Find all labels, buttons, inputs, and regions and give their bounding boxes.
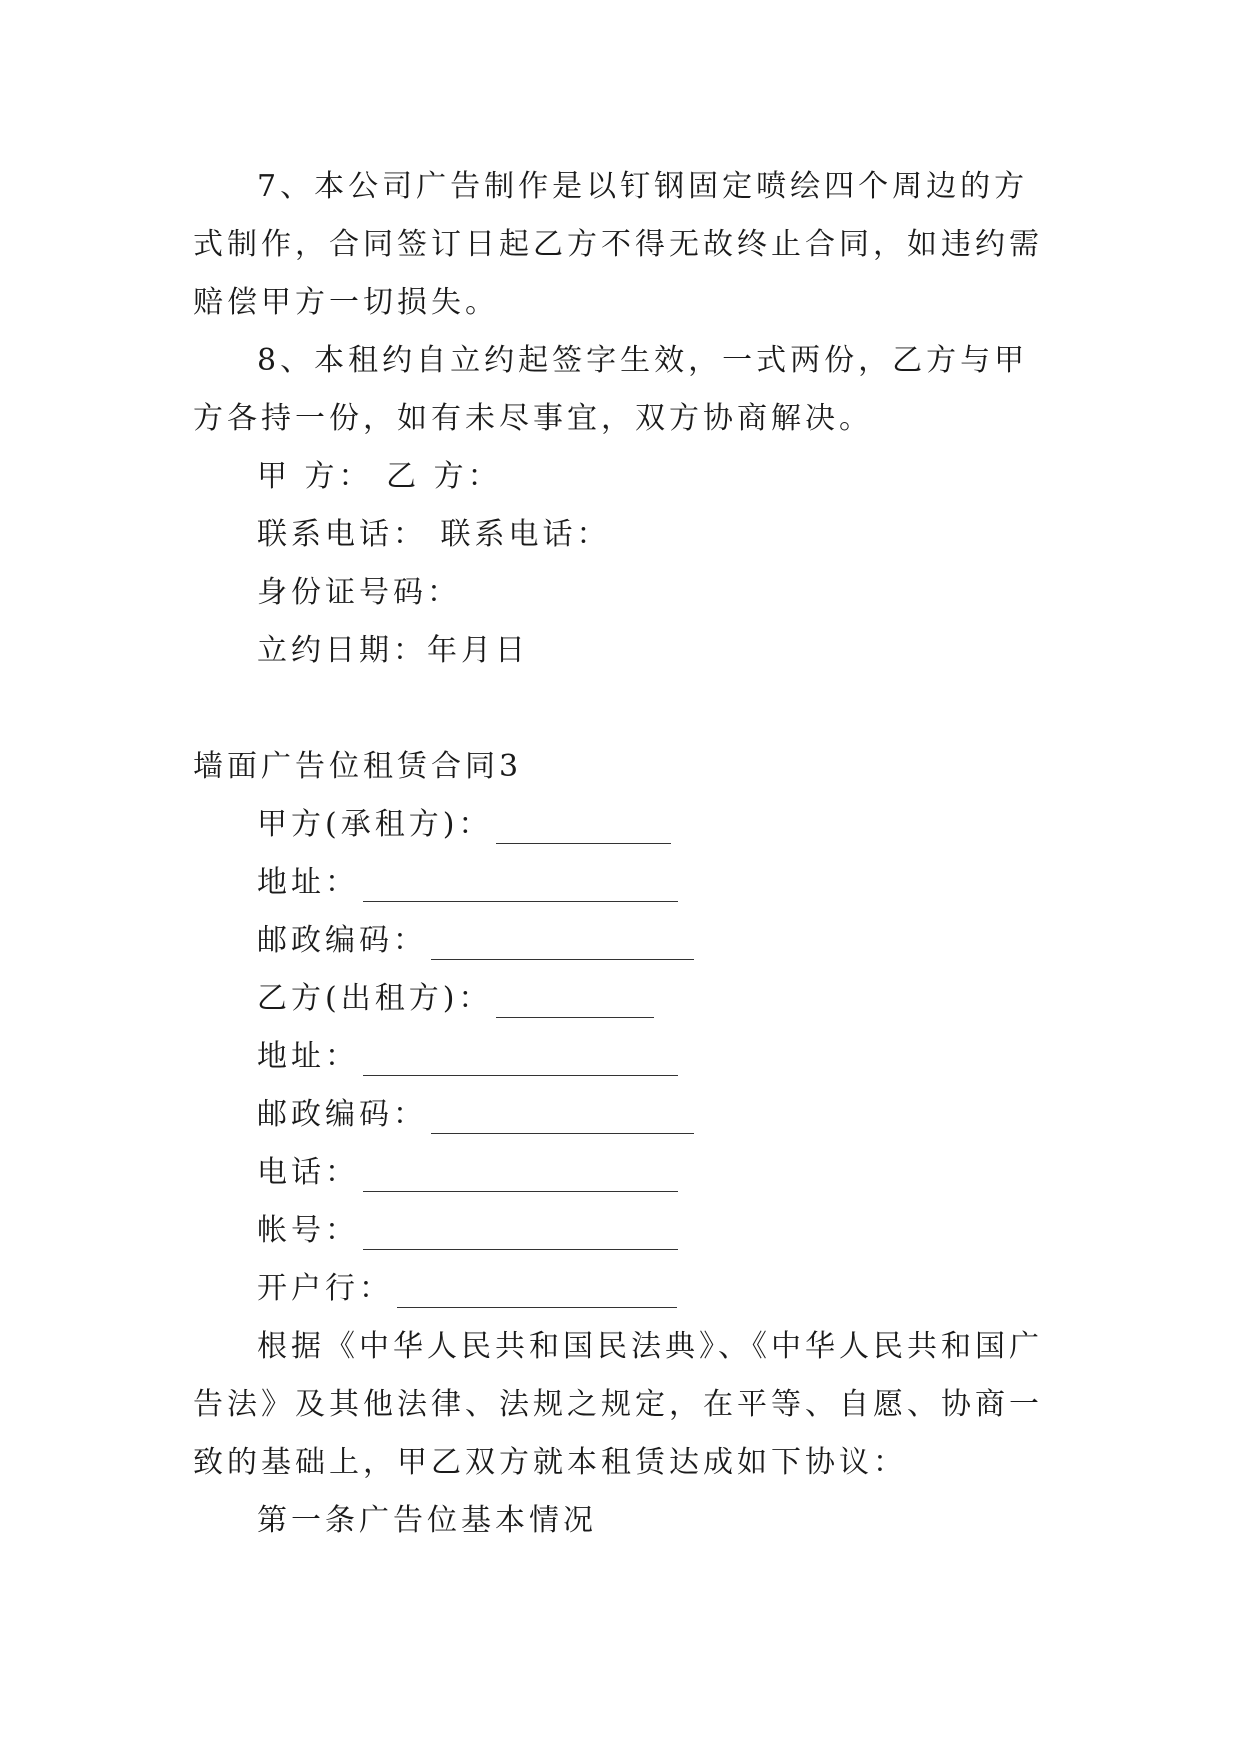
- field-label: 邮政编码：: [257, 1097, 427, 1132]
- signature-id-line: 身份证号码：: [257, 575, 461, 610]
- field-label: 地址：: [257, 1039, 359, 1074]
- field-phone: [193, 1144, 1053, 1202]
- blank-line[interactable]: [496, 805, 671, 844]
- clause-8: 8、本租约自立约起签字生效，一式两份，乙方与甲方各持一份，如有未尽事宜，双方协商解决。: [193, 343, 1029, 436]
- clause-7: 7、本公司广告制作是以钉钢固定喷绘四个周边的方式制作，合同签订日起乙方不得无故终止合同，如违约需赔偿甲方一切损失。: [193, 169, 1043, 320]
- field-label: 甲方(承租方)：: [257, 807, 493, 842]
- field-account: [193, 1202, 1053, 1260]
- article-1-heading: 第一条广告位基本情况: [257, 1503, 597, 1538]
- blank-line[interactable]: [363, 863, 678, 902]
- field-label: 帐号：: [257, 1213, 359, 1248]
- contract-title: 墙面广告位租赁合同3: [193, 749, 523, 784]
- field-lessor-postcode: [193, 1086, 1053, 1144]
- blank-line[interactable]: [363, 1211, 678, 1250]
- contract-fields: [193, 796, 1053, 1318]
- section-gap: [193, 680, 1053, 738]
- field-lessor: [193, 970, 1053, 1028]
- blank-line[interactable]: [431, 921, 694, 960]
- field-label: 开户行：: [257, 1271, 393, 1306]
- signature-phone-line: 联系电话： 联系电话：: [257, 517, 611, 552]
- field-lessor-address: [193, 1028, 1053, 1086]
- field-lessee: [193, 796, 1053, 854]
- blank-line[interactable]: [431, 1095, 694, 1134]
- signature-date-line: 立约日期：年月日: [257, 633, 529, 668]
- field-lessee-postcode: [193, 912, 1053, 970]
- field-label: 乙方(出租方)：: [257, 981, 493, 1016]
- blank-line[interactable]: [397, 1269, 677, 1308]
- blank-line[interactable]: [496, 979, 654, 1018]
- field-label: 地址：: [257, 865, 359, 900]
- blank-line[interactable]: [363, 1037, 678, 1076]
- blank-line[interactable]: [363, 1153, 678, 1192]
- field-label: 电话：: [257, 1155, 359, 1190]
- field-bank: [193, 1260, 1053, 1318]
- signature-party-line: 甲 方： 乙 方：: [257, 459, 502, 494]
- document-body: [193, 158, 1053, 1550]
- field-label: 邮政编码：: [257, 923, 427, 958]
- contract-intro: 根据《中华人民共和国民法典》、《中华人民共和国广告法》及其他法律、法规之规定，在平等、自愿、协商一致的基础上，甲乙双方就本租赁达成如下协议：: [193, 1329, 1043, 1480]
- field-lessee-address: [193, 854, 1053, 912]
